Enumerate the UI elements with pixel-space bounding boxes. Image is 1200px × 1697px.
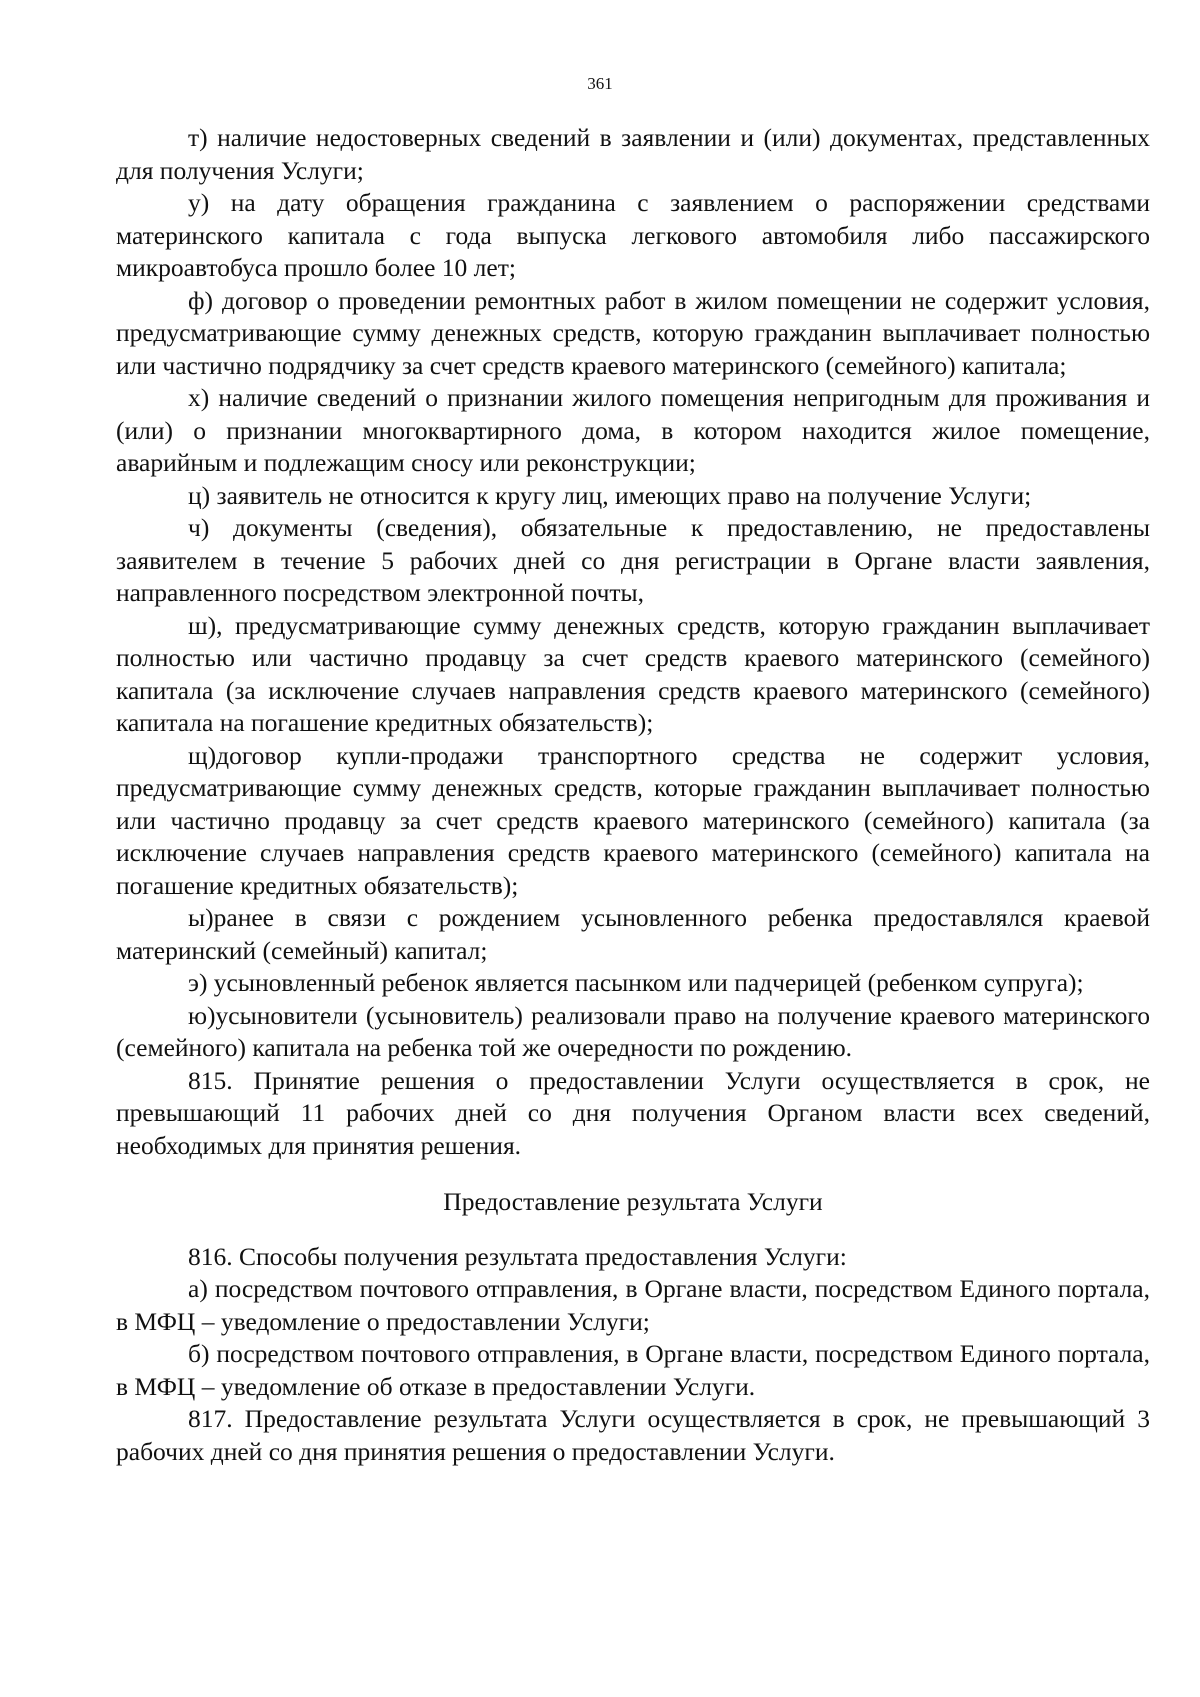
paragraph-y: ы)ранее в связи с рождением усыновленного ребенка предоставлялся краевой материнский (семейный) капитал; (116, 903, 1150, 965)
paragraph-815: 815. Принятие решения о предоставлении Услуги осуществляется в срок, не превышающий 11 рабочих дней со дня получения Органом власти всех сведений, необходимых для принятия решения. (116, 1065, 1150, 1160)
paragraph-816: 816. Способы получения результата предоставления Услуги: (188, 1241, 847, 1271)
paragraph-e: э) усыновленный ребенок является пасынком или падчерицей (ребенком супруга); (188, 968, 1084, 997)
paragraph-ts: ц) заявитель не относится к кругу лиц, имеющих право на получение Услуги; (188, 480, 1032, 510)
paragraph-a: а) посредством почтового отправления, в Органе власти, посредством Единого портала, в МФЦ – уведомление о предоставлении Услуги; (116, 1274, 1150, 1336)
paragraph-u: у) на дату обращения гражданина с заявлением о распоряжении средствами материнского капитала с года выпуска легкового автомобиля либо пассажирского микроавтобуса прошло более 10 лет; (116, 188, 1150, 282)
page-number: 361 (587, 74, 613, 93)
paragraph-sh: ш), предусматривающие сумму денежных средств, которую гражданин выплачивает полностью или частично продавцу за счет средств краевого материнского (семейного) капитала (за исключение случаев направления средств краевого материнского (семейного) капитала на погашение кредитных обязательств); (116, 610, 1150, 737)
paragraph-b: б) посредством почтового отправления, в Органе власти, посредством Единого портала, в МФЦ – уведомление об отказе в предоставлении Услуги. (116, 1339, 1150, 1401)
paragraph-817: 817. Предоставление результата Услуги осуществляется в срок, не превышающий 3 рабочих дней со дня принятия решения о предоставлении Услуги. (116, 1404, 1150, 1466)
paragraph-t: т) наличие недостоверных сведений в заявлении и (или) документах, представленных для получения Услуги; (116, 123, 1150, 185)
paragraph-shch: щ)договор купли-продажи транспортного средства не содержит условия, предусматривающие сумму денежных средств, которые гражданин выплачивает полностью или частично продавцу за счет средств краевого материнского (семейного) капитала (за исключение случаев направления средств краевого материнского (семейного) капитала на погашение кредитных обязательств); (116, 740, 1150, 900)
paragraph-ch: ч) документы (сведения), обязательные к предоставлению, не предоставлены заявителем в течение 5 рабочих дней со дня регистрации в Органе власти заявления, направленного посредством электронной почты, (116, 513, 1150, 607)
paragraph-kh: х) наличие сведений о признании жилого помещения непригодным для проживания и (или) о признании многоквартирного дома, в котором находится жилое помещение, аварийным и подлежащим сносу или реконструкции; (116, 383, 1150, 477)
document-body (116, 122, 1150, 1468)
section-heading: Предоставление результата Услуги (443, 1187, 823, 1216)
paragraph-yu: ю)усыновители (усыновитель) реализовали право на получение краевого материнского (семейного) капитала на ребенка той же очередности по рождению. (116, 1000, 1150, 1062)
paragraph-f: ф) договор о проведении ремонтных работ в жилом помещении не содержит условия, предусматривающие сумму денежных средств, которую гражданин выплачивает полностью или частично подрядчику за счет средств краевого материнского (семейного) капитала; (116, 285, 1150, 380)
